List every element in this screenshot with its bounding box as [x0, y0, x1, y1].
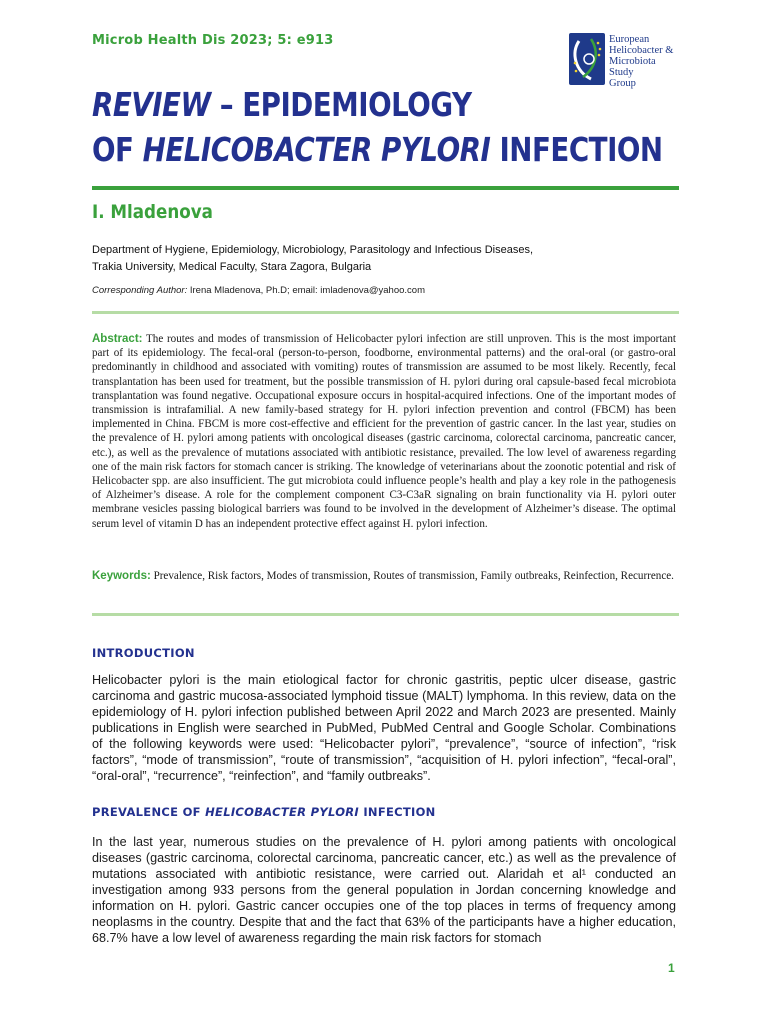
journal-reference: Microb Health Dis 2023; 5: e913 — [92, 33, 334, 48]
title-species: HELICOBACTER PYLORI — [142, 130, 491, 169]
prevalence-heading-suffix: INFECTION — [359, 805, 436, 819]
affiliation-line: Trakia University, Medical Faculty, Stara Zagora, Bulgaria — [92, 261, 372, 273]
corresponding-text: Irena Mladenova, Ph.D; email: imladenova@yahoo.com — [187, 285, 425, 296]
section-divider — [92, 613, 679, 616]
logo-line: Group — [609, 78, 636, 89]
article-title — [92, 82, 764, 172]
ehmsg-logo-icon — [569, 33, 605, 85]
prevalence-text: In the last year, numerous studies on the prevalence of H. pylori among patients with oncological diseases (gastric carcinoma, colorectal carcinoma, pancreatic cancer, etc.) as well as the prevalence of mutations associated with antibiotic resistance, were carried out. Alaridah et al¹ conducted an investigation among 933 persons from the general population in Jordan concerning knowledge and information on H. pylori. Gastric cancer occupies one of the top places in terms of frequency among neoplasms in the country. Despite that and the fact that 63% of the participants have a higher education, 68.7% have a low level of awareness regarding the main risk factors for stomach — [92, 835, 676, 945]
prevalence-heading-species: HELICOBACTER PYLORI — [205, 805, 360, 819]
logo-line: Study — [609, 67, 634, 78]
title-divider — [92, 186, 679, 190]
logo-text — [609, 34, 673, 89]
section-divider — [92, 311, 679, 314]
introduction-text: Helicobacter pylori is the main etiological factor for chronic gastritis, peptic ulcer disease, gastric carcinoma and gastric mucosa-associated lymphoid tissue (MALT) lymphoma. In this review, data on the epidemiology of H. pylori infection published between April 2022 and March 2023 are presented. Mainly publications in English were searched in PubMed, PubMed Central and Google Scholar. Combinations of the following keywords were used: “Helicobacter pylori”, “prevalence”, “source of infection”, “risk factors”, “mode of transmission”, “route of transmission”, “acquisition of H. pylori infection”, “fecal-oral”, “oral-oral”, “recurrence”, “reinfection”, and “family outbreaks”. — [92, 673, 676, 783]
affiliation — [92, 242, 533, 276]
title-line-1 — [92, 82, 764, 127]
title-review-label: REVIEW — [92, 85, 211, 124]
corresponding-author — [92, 285, 425, 296]
keywords — [92, 569, 676, 583]
title-line2-prefix: OF — [92, 130, 143, 169]
keywords-label: Keywords: — [92, 570, 151, 582]
prevalence-heading-prefix: PREVALENCE OF — [92, 805, 206, 819]
title-line2-suffix: INFECTION — [490, 130, 663, 169]
introduction-heading: INTRODUCTION — [92, 646, 195, 660]
logo-line: European — [609, 34, 650, 45]
keywords-text: Prevalence, Risk factors, Modes of transmission, Routes of transmission, Family outbreaks, Reinfection, Recurrence. — [150, 570, 674, 582]
prevalence-heading — [92, 805, 436, 819]
society-logo — [569, 33, 709, 89]
page-number: 1 — [668, 961, 675, 975]
abstract-label: Abstract: — [92, 333, 143, 345]
title-line-2 — [92, 127, 764, 172]
affiliation-line: Department of Hygiene, Epidemiology, Microbiology, Parasitology and Infectious Diseases, — [92, 244, 534, 256]
corresponding-label: Corresponding Author: — [92, 285, 188, 296]
logo-line: Microbiota — [609, 56, 656, 67]
title-line1-text: – EPIDEMIOLOGY — [210, 85, 472, 124]
author-name: I. Mladenova — [92, 201, 213, 223]
abstract — [92, 332, 676, 531]
logo-line: Helicobacter & — [609, 45, 674, 56]
abstract-text: The routes and modes of transmission of Helicobacter pylori infection are still unproven. This is the most important part of its epidemiology. The fecal-oral (person-to-person, foodborne, environmental patterns) and the oral-oral (or gastro-oral predominantly in childhood and associated with vomiting) routes of transmission are assumed to be most likely. Recently, fecal transplantation has been used for treatment, but the possible transmission of H. pylori during oral capsule-based fecal microbiota transplantation was found negative. Occupational exposure occurs in hospital-acquired infections. One of the important modes of transmission is intrafamilial. A new family-based strategy for H. pylori infection prevention and control (FBCM) has been implemented in China. FBCM is more cost-effective and efficient for the prevention of gastric cancer. In the last year, studies on the prevalence of H. pylori among patients with oncological diseases (gastric carcinoma, colorectal carcinoma, pancreatic cancer, etc.), as well as the prevalence of mutations associated with antibiotic resistance, prevailed. The low level of awareness regarding one of the main risk factors for stomach cancer is striking. The knowledge of veterinarians about the zoonotic potential and risk of Helicobacter spp. are also insufficient. The gut microbiota could influence people’s health and play a key role in the pathogenesis of Alzheimer’s disease. A role for the complement component C3-C3aR signaling on brain functionality via H. pylori outer membrane vesicles passing biological barriers was found to be involved in the development of Alzheimer’s disease. The optimal serum level of vitamin D has an independent protective effect against H. pylori infection. — [92, 333, 676, 530]
